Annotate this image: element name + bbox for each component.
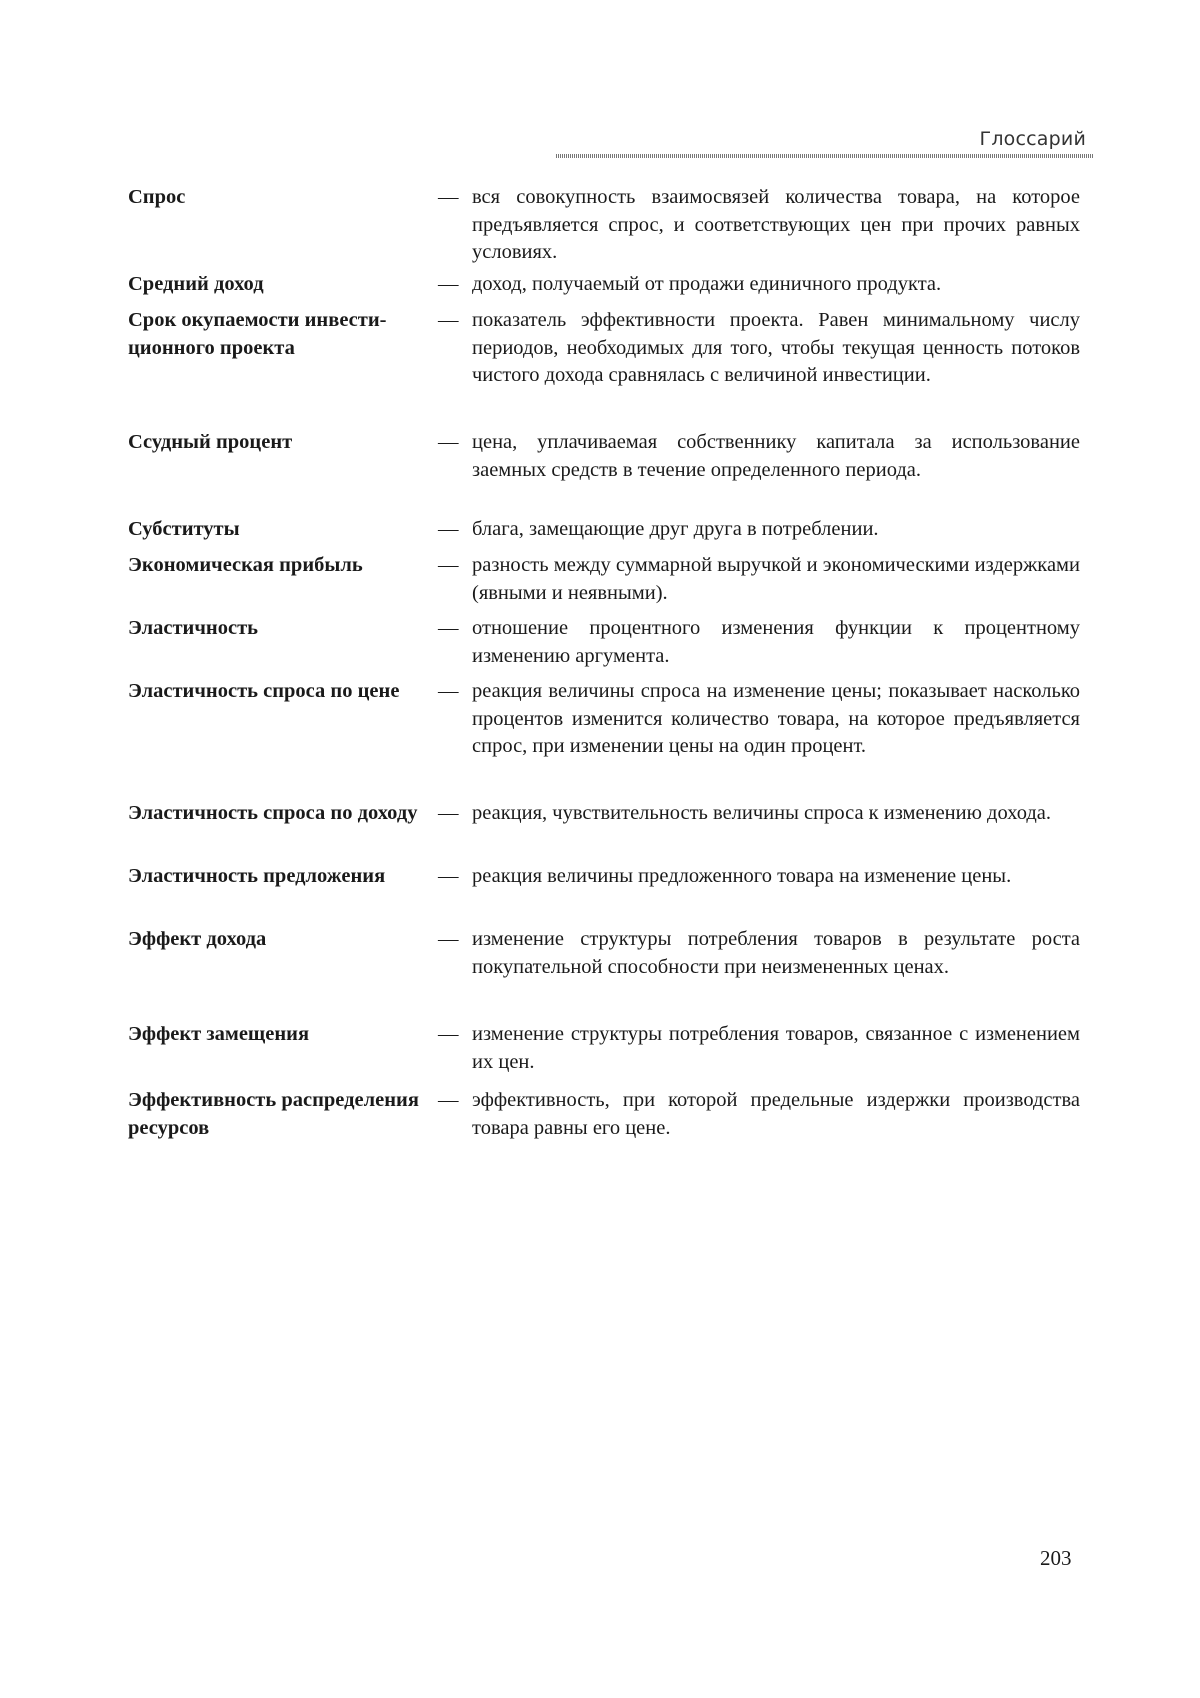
entry-dash: — [438, 680, 459, 702]
glossary-term: Эластичность [128, 617, 258, 639]
glossary-entry [128, 1087, 1080, 1147]
glossary-term: Эффект дохода [128, 928, 267, 950]
glossary-definition: вся совокупность взаимосвязей количества товара, на которое предъявляется спрос, и соответствующих цен при прочих равных условиях. [472, 186, 1080, 263]
section-title: Глоссарий [979, 128, 1086, 150]
header-dotted-rule [556, 154, 1094, 158]
entry-dash: — [438, 309, 459, 331]
glossary-term: Экономическая прибыль [128, 554, 363, 576]
glossary-entry [128, 863, 1080, 926]
glossary-definition: разность между суммарной выручкой и экономическими издержками (явными и неявными). [472, 554, 1080, 604]
entry-dash: — [438, 431, 459, 453]
glossary-definition: изменение структуры потребления товаров в результате роста покупательной способности при неизмененных ценах. [472, 928, 1080, 978]
glossary-term: Эластичность спроса по цене [128, 680, 400, 702]
glossary-definition: блага, замещающие друг друга в потреблении. [472, 518, 879, 540]
entry-dash: — [438, 1089, 459, 1111]
glossary-entry [128, 429, 1080, 516]
glossary-term: Эластичность предложения [128, 865, 386, 887]
glossary-entry [128, 307, 1080, 429]
glossary-term: Ссудный процент [128, 431, 293, 453]
glossary-entry [128, 615, 1080, 678]
glossary-term: Эластичность спроса по доходу [128, 802, 418, 824]
entry-dash: — [438, 865, 459, 887]
glossary-term: Средний доход [128, 273, 264, 295]
glossary-entry [128, 552, 1080, 615]
glossary-list [128, 184, 1080, 1147]
glossary-definition: доход, получаемый от продажи единичного продукта. [472, 273, 942, 295]
glossary-definition: цена, уплачиваемая собственнику капитала за использование заемных средств в течение определенного периода. [472, 431, 1080, 481]
glossary-definition: отношение процентного изменения функции к процентному изменению аргумента. [472, 617, 1080, 667]
glossary-definition: реакция величины предложенного товара на изменение цены. [472, 865, 1012, 887]
entry-dash: — [438, 273, 459, 295]
glossary-term: Эффективность распределения ресурсов [128, 1089, 419, 1139]
entry-dash: — [438, 186, 459, 208]
glossary-entry [128, 926, 1080, 1021]
glossary-term: Срок окупаемости инвестиционного проекта [128, 309, 387, 359]
page-number: 203 [1040, 1546, 1072, 1570]
glossary-entry [128, 516, 1080, 552]
glossary-term: Эффект замещения [128, 1023, 310, 1045]
glossary-entry [128, 184, 1080, 271]
glossary-definition: эффективность, при которой предельные издержки производства товара равны его цене. [472, 1089, 1080, 1139]
glossary-entry [128, 1021, 1080, 1087]
entry-dash: — [438, 617, 459, 639]
glossary-definition: изменение структуры потребления товаров, связанное с изменением их цен. [472, 1023, 1080, 1073]
running-header [556, 128, 1094, 158]
entry-dash: — [438, 1023, 459, 1045]
entry-dash: — [438, 802, 459, 824]
glossary-entry [128, 678, 1080, 800]
entry-dash: — [438, 554, 459, 576]
glossary-entry [128, 800, 1080, 863]
glossary-definition: реакция, чувствительность величины спроса к изменению дохода. [472, 802, 1052, 824]
glossary-definition: показатель эффективности проекта. Равен минимальному числу периодов, необходимых для того, чтобы текущая ценность потоков чистого дохода сравнялась с величиной инвестиции. [472, 309, 1080, 386]
glossary-entry [128, 271, 1080, 307]
glossary-term: Спрос [128, 186, 186, 208]
glossary-definition: реакция величины спроса на изменение цены; показывает насколько процентов изменится количество товара, на которое предъявляется спрос, при изменении цены на один процент. [472, 680, 1080, 757]
entry-dash: — [438, 518, 459, 540]
entry-dash: — [438, 928, 459, 950]
glossary-term: Субституты [128, 518, 240, 540]
